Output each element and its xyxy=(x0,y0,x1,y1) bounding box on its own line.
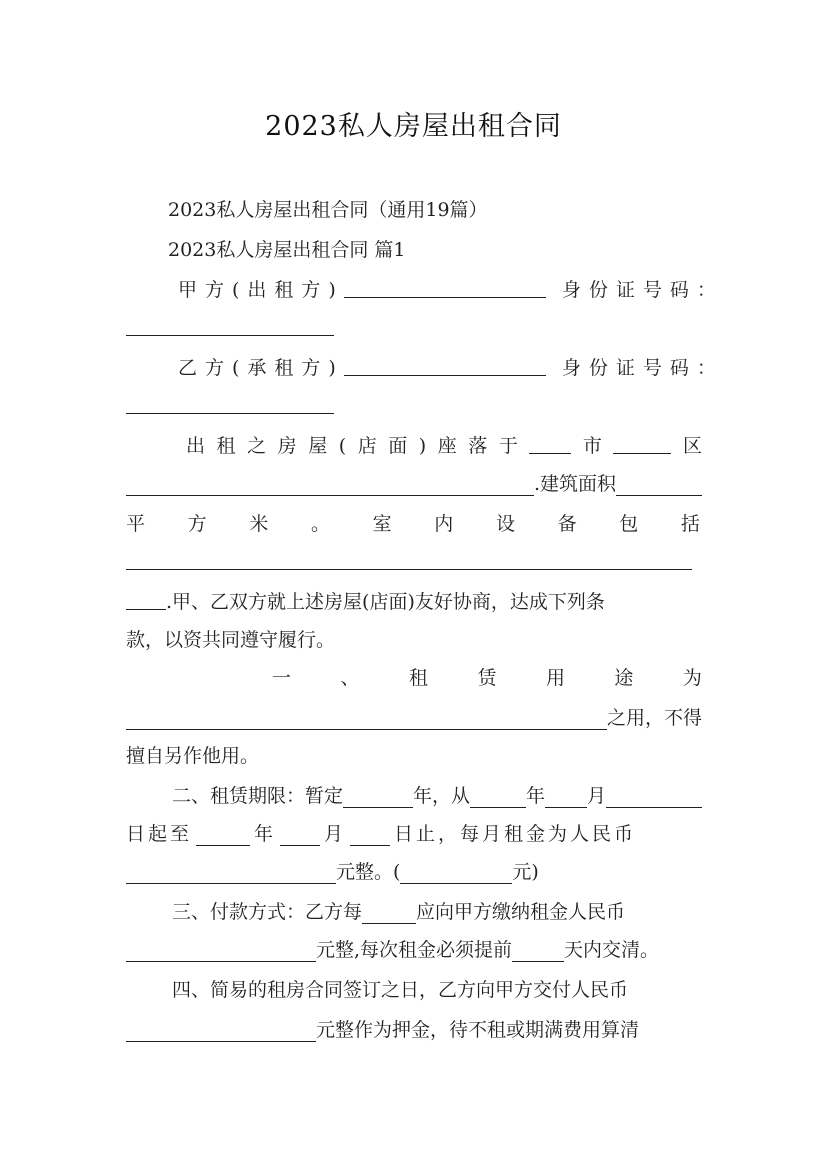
clause1-line xyxy=(272,666,702,690)
unit-char: 室 xyxy=(372,513,392,535)
clause4-line: 四、简易的租房合同签订之日，乙方向甲方交付人民币 xyxy=(172,979,629,1001)
clause1-char: 用 xyxy=(545,667,565,689)
party-a-id-blank xyxy=(126,316,334,336)
clause3-yuan: 元整,每次租金必须提前 xyxy=(316,939,513,961)
party-b-id-line xyxy=(126,394,702,418)
party-a-name-blank xyxy=(344,278,546,298)
clause2-yuan-total: 元整。( xyxy=(336,861,401,883)
city-blank xyxy=(529,434,571,454)
subtitle: 2023私人房屋出租合同（通用19篇） xyxy=(168,199,488,221)
unit-char: 米 xyxy=(249,513,269,535)
clause2-month: 月 xyxy=(587,785,607,807)
deposit-amount-blank xyxy=(126,1022,316,1042)
loc-char: 落 xyxy=(468,435,488,457)
area-line xyxy=(126,472,702,496)
clause3-line2 xyxy=(126,938,702,962)
clause3-suffix: 应向甲方缴纳租金人民币 xyxy=(416,901,626,923)
clause2-day-end: 日止，每月租金为人民币 xyxy=(394,823,637,845)
loc-char: 面 xyxy=(388,435,408,457)
unit-char: 包 xyxy=(619,513,639,535)
clause2-line xyxy=(172,784,702,808)
clause1-cont: 擅自另作他用。 xyxy=(126,745,260,767)
district-blank xyxy=(613,434,671,454)
loc-char: 租 xyxy=(216,435,236,457)
loc-char: 座 xyxy=(437,435,457,457)
equipment-line xyxy=(126,550,702,574)
equipment-blank-end xyxy=(126,590,166,610)
end-year-blank xyxy=(196,826,250,846)
clause3-prefix: 三、付款方式：乙方每 xyxy=(172,901,363,923)
party-b-id-blank xyxy=(126,394,334,414)
end-day-blank xyxy=(350,826,390,846)
clause2-line2 xyxy=(126,822,702,846)
clause2-year: 年，从 xyxy=(413,785,471,807)
agreement-cont: 款，以资共同遵守履行。 xyxy=(126,629,336,651)
party-a-id-line xyxy=(126,316,702,340)
end-month-blank xyxy=(280,826,320,846)
party-a-line xyxy=(178,278,724,302)
payment-amount-blank xyxy=(126,942,316,962)
city-label: 市 xyxy=(582,435,602,457)
clause1-char: 途 xyxy=(614,667,634,689)
clause3-line xyxy=(172,900,702,924)
party-b-name-blank xyxy=(344,356,546,376)
clause1-purpose-line xyxy=(126,706,702,730)
district-label: 区 xyxy=(682,435,702,457)
unit-char: 方 xyxy=(187,513,207,535)
clause1-char: 、 xyxy=(340,667,360,689)
start-year-blank xyxy=(470,788,526,808)
clause3-days: 天内交清。 xyxy=(564,939,660,961)
loc-char: 于 xyxy=(498,435,518,457)
loc-char: 房 xyxy=(277,435,297,457)
term-years-blank xyxy=(343,788,413,808)
loc-char: 之 xyxy=(247,435,267,457)
unit-char: 内 xyxy=(434,513,454,535)
section-heading: 2023私人房屋出租合同 篇1 xyxy=(168,239,406,261)
payment-days-blank xyxy=(512,942,564,962)
purpose-blank xyxy=(126,710,607,730)
party-a-id-label: 身份证号码： xyxy=(561,279,724,301)
area-label: .建筑面积 xyxy=(534,473,617,495)
unit-char: 平 xyxy=(126,513,146,535)
street-blank xyxy=(126,476,534,496)
party-b-id-label: 身份证号码： xyxy=(561,357,724,379)
clause2-year3: 年 xyxy=(254,823,277,845)
unit-char: 。 xyxy=(310,513,330,535)
loc-char: 出 xyxy=(186,435,206,457)
unit-char: 设 xyxy=(495,513,515,535)
clause2-month2: 月 xyxy=(324,823,347,845)
clause2-line3 xyxy=(126,860,702,884)
party-b-label: 乙方(承租方) xyxy=(178,357,344,379)
agreement-text: .甲、乙双方就上述房屋(店面)友好协商，达成下列条 xyxy=(166,591,605,613)
clause1-char: 为 xyxy=(682,667,702,689)
clause1-char: 赁 xyxy=(477,667,497,689)
rent-amount-blank xyxy=(126,864,336,884)
clause2-day-start: 日起至 xyxy=(126,823,193,845)
document-title: 2023私人房屋出租合同 xyxy=(265,111,562,142)
rent-number-blank xyxy=(400,864,512,884)
agreement-line xyxy=(126,590,702,614)
location-line xyxy=(186,434,702,458)
clause4-line2 xyxy=(126,1018,702,1042)
clause4-yuan: 元整作为押金，待不租或期满费用算清 xyxy=(316,1019,640,1041)
clause2-yuan-close: 元) xyxy=(512,861,539,883)
payment-period-blank xyxy=(362,904,416,924)
start-day-blank xyxy=(606,788,702,808)
start-month-blank xyxy=(545,788,587,808)
clause2-prefix: 二、租赁期限：暂定 xyxy=(172,785,344,807)
loc-char: ( xyxy=(338,435,347,457)
unit-line xyxy=(126,512,700,536)
clause1-suffix: 之用，不得 xyxy=(606,707,702,729)
loc-char: ) xyxy=(418,435,427,457)
clause1-char: 一 xyxy=(272,667,292,689)
equipment-blank xyxy=(126,550,692,570)
loc-char: 店 xyxy=(357,435,377,457)
area-blank xyxy=(616,476,702,496)
party-a-label: 甲方(出租方) xyxy=(178,279,344,301)
unit-char: 备 xyxy=(557,513,577,535)
unit-char: 括 xyxy=(680,513,700,535)
loc-char: 屋 xyxy=(308,435,328,457)
clause1-char: 租 xyxy=(408,667,428,689)
clause2-year2: 年 xyxy=(526,785,546,807)
party-b-line xyxy=(178,356,724,380)
